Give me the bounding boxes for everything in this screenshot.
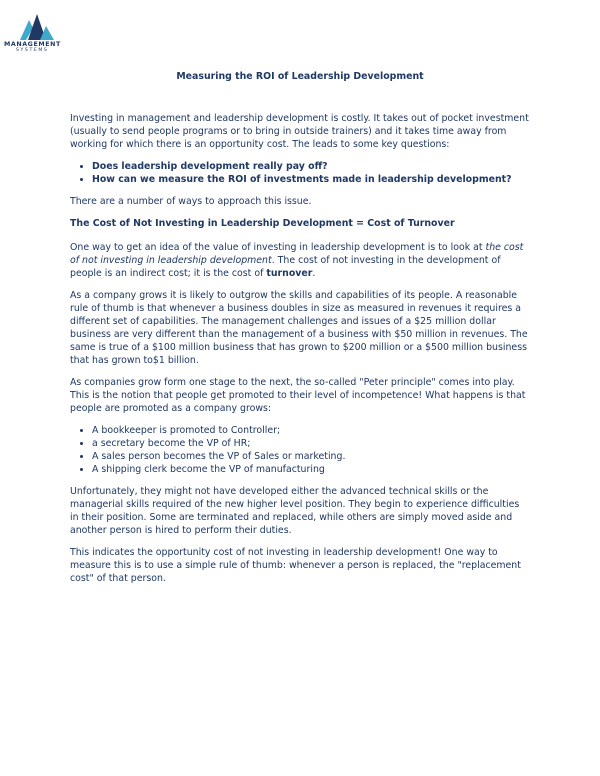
unfortunately-paragraph: Unfortunately, they might not have developed either the advanced technical skills or the managerial skills required of the new higher level position. They begin to experience difficulties in their position. Some are terminated and replaced, while others are simply moved aside and another person is hired to perform their duties. (70, 486, 520, 536)
peter-principle-paragraph: As companies grow form one stage to the next, the so-called "Peter principle" comes into play. This is the notion that people get promoted to their level of incompetence! What happens is that people are promoted as a company grows: (70, 377, 526, 414)
text-span: . (312, 268, 316, 279)
list-item: • Does leadership development really pay off? (92, 160, 530, 173)
document-body (70, 112, 530, 594)
text-span: One way to get an idea of the value of investing in leadership development is to look at (70, 242, 486, 253)
text-span: . The cost of not investing in the development of people is an indirect cost; it is the cost of (70, 255, 501, 279)
cost-paragraph (70, 241, 530, 280)
mountain-logo-icon (20, 14, 56, 40)
bold-text: turnover (266, 268, 313, 279)
conclusion-paragraph: This indicates the opportunity cost of not investing in leadership development! One way to measure this is to use a simple rule of thumb: whenever a person is replaced, the "replacement cost" of that person. (70, 547, 521, 584)
page-title: Measuring the ROI of Leadership Development (176, 71, 424, 82)
list-item: • How can we measure the ROI of investments made in leadership development? (92, 173, 530, 186)
logo-wordmark: MANAGEMENT (4, 41, 61, 48)
section-heading: The Cost of Not Investing in Leadership Development = Cost of Turnover (70, 218, 455, 229)
key-questions-list (70, 160, 530, 186)
growth-paragraph: As a company grows it is likely to outgrow the skills and capabilities of its people. A reasonable rule of thumb is that whenever a business doubles in size as measured in revenues it requires a different set of capabilities. The management challenges and issues of a $25 million dollar business are very different than the management of a business with $50 million in revenues. The same is true of a $100 million business that has grown to $200 million or a $500 million business that has grown to$1 billion. (70, 290, 528, 366)
company-logo (4, 14, 72, 54)
list-item: • A bookkeeper is promoted to Controller; (92, 424, 530, 437)
emphasis-text: the cost of not investing in leadership development (70, 242, 524, 266)
examples-list (70, 424, 530, 476)
intro-paragraph: Investing in management and leadership development is costly. It takes out of pocket investment (usually to send people programs or to bring in outside trainers) and it takes time away from working for which there is an opportunity cost. The leads to some key questions: (70, 113, 529, 150)
list-item: • A shipping clerk become the VP of manufacturing (92, 463, 530, 476)
list-item: • a secretary become the VP of HR; (92, 437, 530, 450)
logo-subtitle: SYSTEMS (16, 48, 49, 53)
list-item: • A sales person becomes the VP of Sales or marketing. (92, 450, 530, 463)
approach-paragraph: There are a number of ways to approach this issue. (70, 196, 312, 207)
